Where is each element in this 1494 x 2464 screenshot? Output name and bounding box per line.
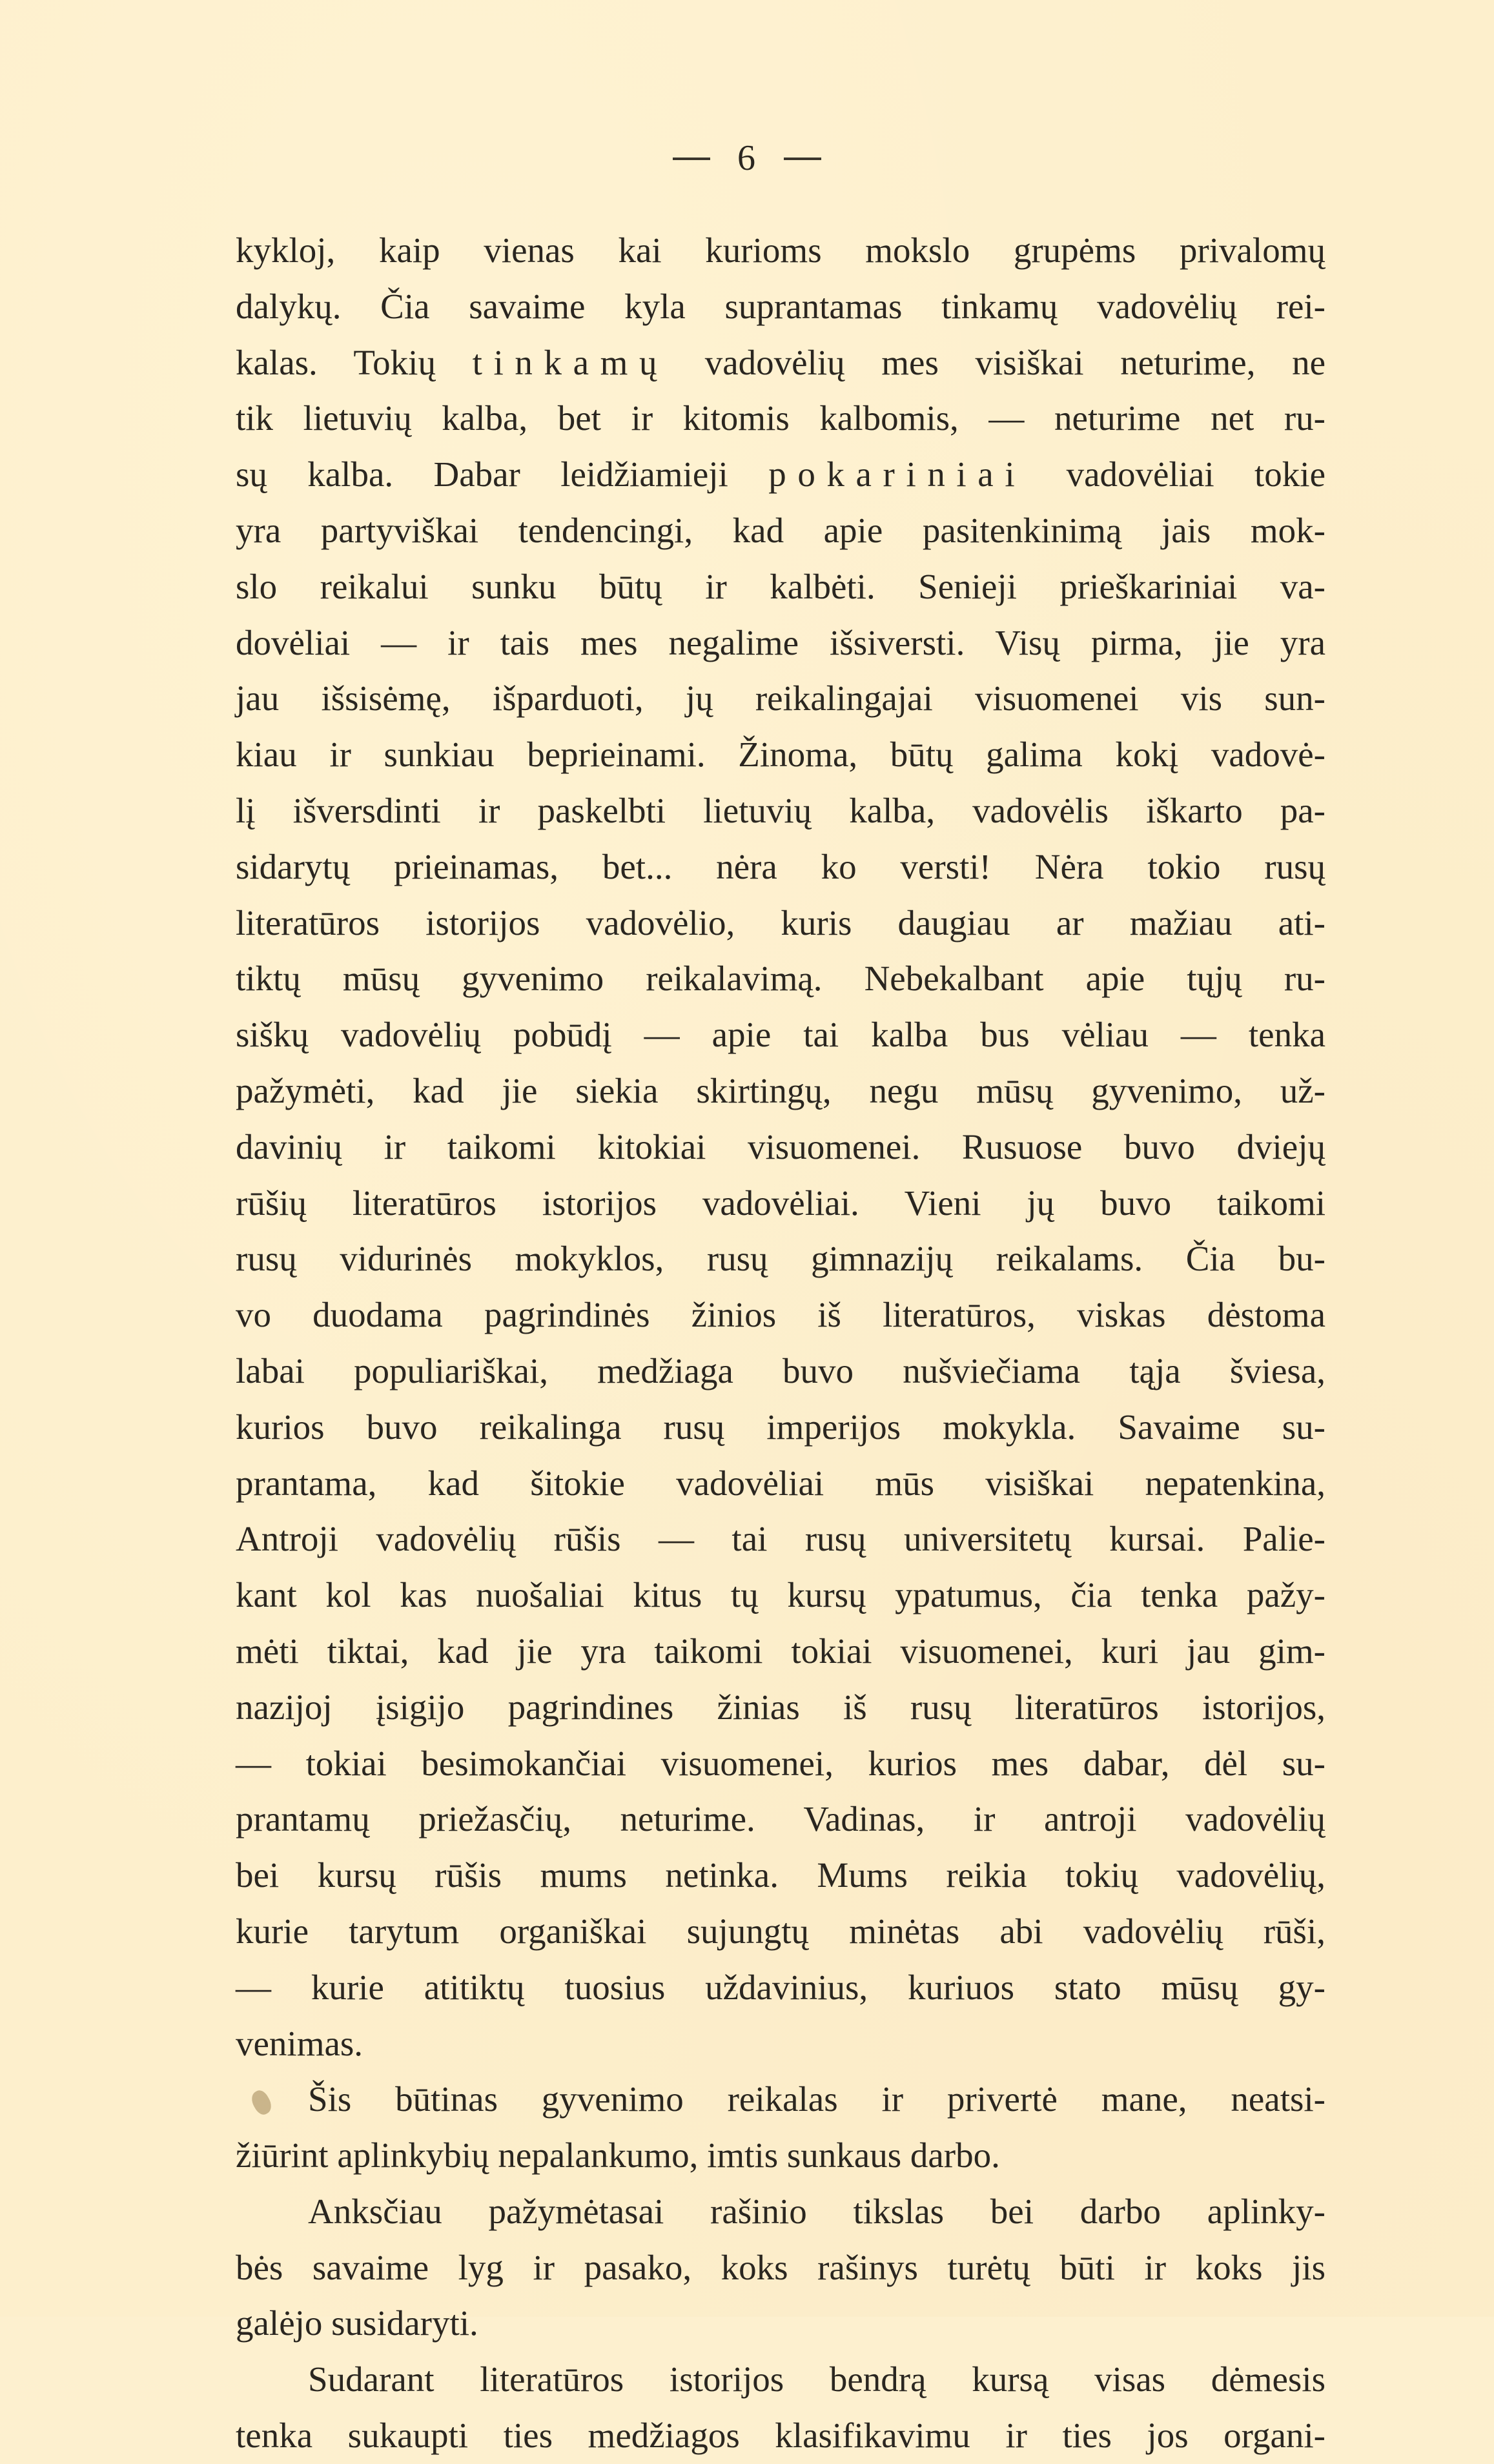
text-line: rusų vidurinės mokyklos, rusų gimnazijų reikalams. Čia bu- — [236, 1239, 1325, 1279]
text-line — [236, 335, 1325, 391]
text-line: — tokiai besimokančiai visuomenei, kurios mes dabar, dėl su- — [236, 1743, 1325, 1783]
text-line: rūšių literatūros istorijos vadovėliai. Vieni jų buvo taikomi — [236, 1183, 1325, 1223]
text-segment: sų kalba. Dabar leidžiamieji — [236, 454, 769, 494]
text-line: tenka sukaupti ties medžiagos klasifikavimu ir ties jos organi- — [236, 2416, 1325, 2456]
paragraph-start-line: Šis būtinas gyvenimo reikalas ir privertė mane, neatsi- — [308, 2079, 1325, 2119]
text-segment: kalas. Tokių — [236, 342, 473, 382]
text-line: dalykų. Čia savaime kyla suprantamas tinkamų vadovėlių rei- — [236, 286, 1325, 326]
text-line: Antroji vadovėlių rūšis — tai rusų universitetų kursai. Palie- — [236, 1519, 1325, 1559]
text-line: bei kursų rūšis mums netinka. Mums reikia tokių vadovėlių, — [236, 1855, 1325, 1895]
text-line: tik lietuvių kalba, bet ir kitomis kalbomis, — neturime net ru- — [236, 398, 1325, 438]
paragraph-start-line: Sudarant literatūros istorijos bendrą kursą visas dėmesis — [308, 2359, 1325, 2399]
body-text — [236, 223, 1325, 2464]
text-line: lį išversdinti ir paskelbti lietuvių kalba, vadovėlis iškarto pa- — [236, 790, 1325, 830]
text-segment: vadovėlių mes visiškai neturime, ne — [668, 342, 1325, 382]
text-line: tiktų mūsų gyvenimo reikalavimą. Nebekalbant apie tųjų ru- — [236, 959, 1325, 999]
text-line: kurios buvo reikalinga rusų imperijos mokykla. Savaime su- — [236, 1407, 1325, 1447]
emphasized-word: pokariniai — [768, 454, 1027, 494]
text-line: dovėliai — ir tais mes negalime išsiversti. Visų pirma, jie yra — [236, 622, 1325, 662]
text-line: slo reikalui sunku būtų ir kalbėti. Senieji prieškariniai va- — [236, 566, 1325, 606]
text-line: kykloj, kaip vienas kai kurioms mokslo grupėms privalomų — [236, 230, 1325, 270]
text-line: labai populiariškai, medžiaga buvo nušviečiama tąja šviesa, — [236, 1350, 1325, 1390]
text-line: kant kol kas nuošaliai kitus tų kursų ypatumus, čia tenka pažy- — [236, 1575, 1325, 1615]
text-line — [236, 447, 1325, 503]
text-line: literatūros istorijos vadovėlio, kuris daugiau ar mažiau ati- — [236, 902, 1325, 942]
paragraph-end-line: galėjo susidaryti. — [236, 2303, 478, 2343]
page-number: 6 — [737, 138, 757, 178]
left-dash — [673, 158, 710, 160]
text-line: mėti tiktai, kad jie yra taikomi tokiai visuomenei, kuri jau gim- — [236, 1631, 1325, 1671]
text-line: jau išsisėmę, išparduoti, jų reikalingajai visuomenei vis sun- — [236, 678, 1325, 718]
text-line: siškų vadovėlių pobūdį — apie tai kalba bus vėliau — tenka — [236, 1015, 1325, 1055]
paragraph-end-line: venimas. — [236, 2023, 363, 2063]
page-number-header — [0, 132, 1494, 184]
text-line: nazijoj įsigijo pagrindines žinias iš rusų literatūros istorijos, — [236, 1687, 1325, 1727]
emphasized-word: tinkamų — [472, 342, 669, 382]
text-line: bės savaime lyg ir pasako, koks rašinys turėtų būti ir koks jis — [236, 2247, 1325, 2287]
text-line: kurie tarytum organiškai sujungtų minėtas abi vadovėlių rūši, — [236, 1911, 1325, 1951]
text-line: davinių ir taikomi kitokiai visuomenei. Rusuose buvo dviejų — [236, 1126, 1325, 1166]
text-line: yra partyviškai tendencingi, kad apie pasitenkinimą jais mok- — [236, 510, 1325, 550]
text-line: vo duodama pagrindinės žinios iš literatūros, viskas dėstoma — [236, 1295, 1325, 1335]
text-line: kiau ir sunkiau beprieinami. Žinoma, būtų galima kokį vadovė- — [236, 735, 1325, 775]
text-segment: vadovėliai tokie — [1026, 454, 1325, 494]
text-line: pažymėti, kad jie siekia skirtingų, negu mūsų gyvenimo, už- — [236, 1070, 1325, 1110]
paragraph-start-line: Anksčiau pažymėtasai rašinio tikslas bei darbo aplinky- — [308, 2191, 1325, 2231]
text-line: sidarytų prieinamas, bet... nėra ko versti! Nėra tokio rusų — [236, 846, 1325, 886]
text-line: prantama, kad šitokie vadovėliai mūs visiškai nepatenkina, — [236, 1463, 1325, 1503]
paragraph-end-line: žiūrint aplinkybių nepalankumo, imtis sunkaus darbo. — [236, 2135, 1000, 2175]
text-line: prantamų priežasčių, neturime. Vadinas, ir antroji vadovėlių — [236, 1799, 1325, 1839]
text-line: — kurie atitiktų tuosius uždavinius, kuriuos stato mūsų gy- — [236, 1967, 1325, 2007]
right-dash — [784, 158, 821, 160]
